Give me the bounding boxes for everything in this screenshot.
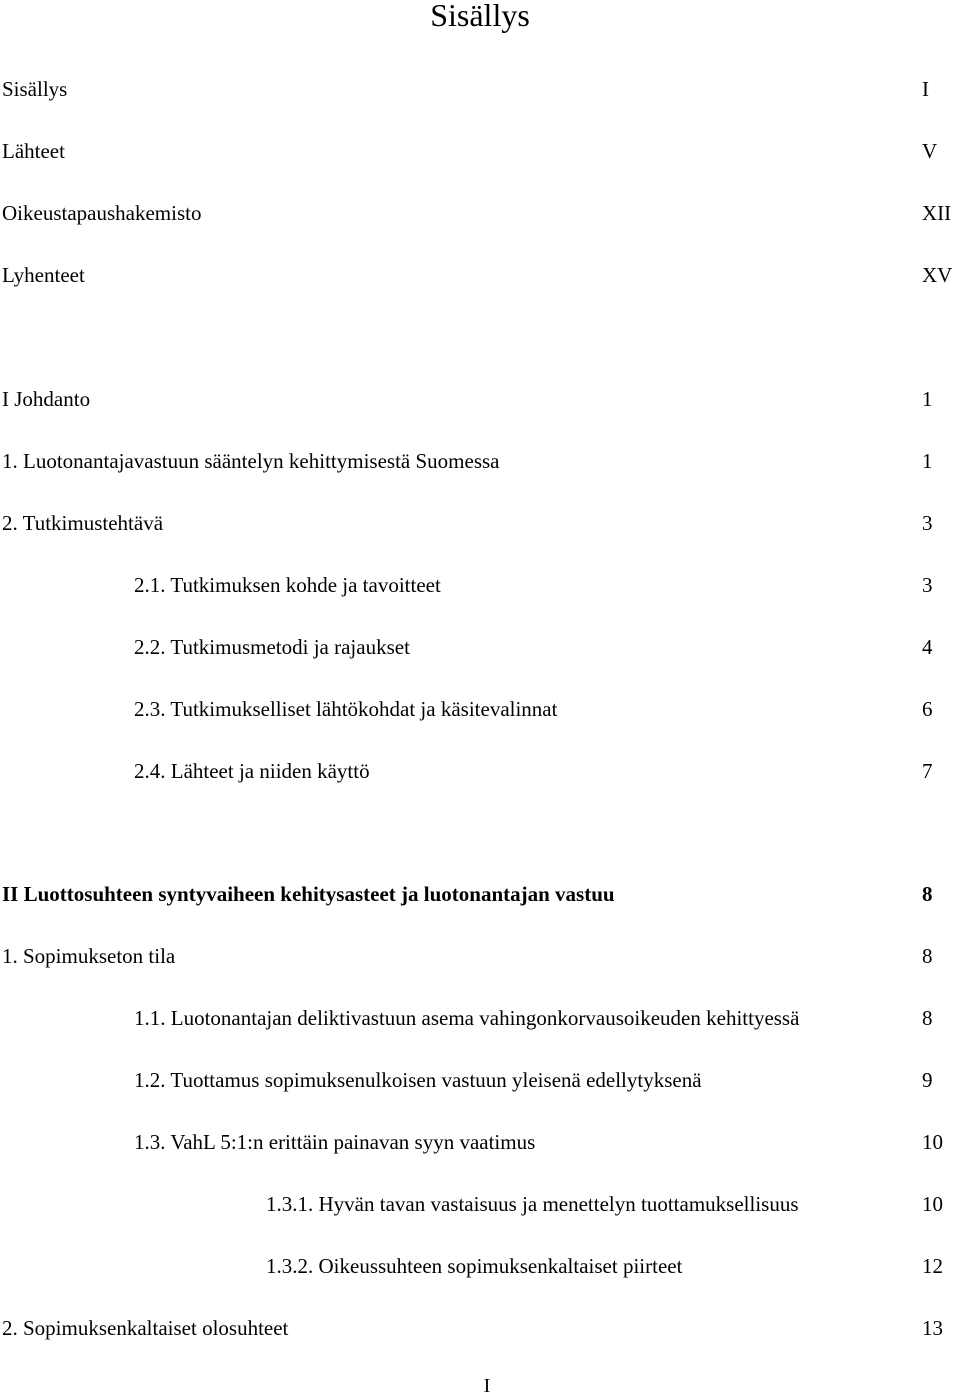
toc-entry-page: 8	[922, 1006, 933, 1030]
toc-entry-deliktivastuu	[0, 1003, 960, 1033]
toc-entry-page: XV	[922, 263, 953, 287]
toc-entry-lahtokohdat	[0, 694, 960, 724]
toc-entry-label: Lähteet	[2, 139, 65, 163]
toc-entry-label: 2.2. Tutkimusmetodi ja rajaukset	[134, 635, 410, 659]
toc-entry-label: 2. Tutkimustehtävä	[2, 511, 164, 535]
toc-entry-luottosuhteen-kehitysasteet	[0, 879, 960, 909]
toc-entry-tutkimustehtava	[0, 508, 960, 538]
toc-entry-label: 1. Luotonantajavastuun sääntelyn kehittymisestä Suomessa	[2, 449, 500, 473]
toc-entry-label: 1.3. VahL 5:1:n erittäin painavan syyn vaatimus	[134, 1130, 536, 1154]
toc-entry-page: 8	[922, 944, 933, 968]
toc-entry-page: V	[922, 139, 938, 163]
toc-entry-lahteet	[0, 136, 960, 166]
toc-entry-lahteet-kaytto	[0, 756, 960, 786]
toc-entry-sopimuksenkaltaiset-olosuhteet	[0, 1313, 960, 1343]
toc-entry-lyhenteet	[0, 260, 960, 290]
toc-entry-luotonantajavastuu	[0, 446, 960, 476]
toc-entry-oikeussuhteen-piirteet	[0, 1251, 960, 1281]
toc-entry-label: Lyhenteet	[2, 263, 85, 287]
toc-entry-page: 13	[922, 1316, 943, 1340]
toc-entry-page: 4	[922, 635, 933, 659]
toc-entry-tutkimuksen-kohde	[0, 570, 960, 600]
toc-entry-page: 6	[922, 697, 933, 721]
toc-entry-page: 12	[922, 1254, 943, 1278]
toc-entry-page: I	[922, 77, 929, 101]
toc-entry-page: 1	[922, 387, 933, 411]
toc-entry-vahl	[0, 1127, 960, 1157]
toc-entry-label: 2.3. Tutkimukselliset lähtökohdat ja käsitevalinnat	[134, 697, 558, 721]
toc-entry-page: 1	[922, 449, 933, 473]
toc-entry-label: 1.2. Tuottamus sopimuksenulkoisen vastuun yleisenä edellytyksenä	[134, 1068, 702, 1092]
toc-entry-page: 8	[922, 882, 933, 906]
toc-entry-label: 1. Sopimukseton tila	[2, 944, 176, 968]
toc-entry-label: 2.1. Tutkimuksen kohde ja tavoitteet	[134, 573, 441, 597]
toc-entry-page: 10	[922, 1130, 943, 1154]
toc-entry-label: II Luottosuhteen syntyvaiheen kehitysasteet ja luotonantajan vastuu	[2, 882, 615, 906]
toc-entry-page: 10	[922, 1192, 943, 1216]
toc-entry-label: 1.1. Luotonantajan deliktivastuun asema vahingonkorvausoikeuden kehittyessä	[134, 1006, 800, 1030]
toc-entry-page: 7	[922, 759, 933, 783]
toc-entry-sopimukseton-tila	[0, 941, 960, 971]
toc-entry-page: 3	[922, 573, 933, 597]
toc-entry-label: Oikeustapaushakemisto	[2, 201, 202, 225]
toc-entry-label: 1.3.1. Hyvän tavan vastaisuus ja menettelyn tuottamuksellisuus	[266, 1192, 799, 1216]
footer-page-number: I	[483, 1375, 491, 1397]
toc-entry-page: 9	[922, 1068, 933, 1092]
toc-entry-page: XII	[922, 201, 952, 225]
toc-entry-oikeustapaushakemisto	[0, 198, 960, 228]
toc-entry-label: 1.3.2. Oikeussuhteen sopimuksenkaltaiset piirteet	[266, 1254, 683, 1278]
toc-entry-label: 2.4. Lähteet ja niiden käyttö	[134, 759, 370, 783]
toc-entry-page: 3	[922, 511, 933, 535]
toc-entry-tutkimusmetodi	[0, 632, 960, 662]
toc-entry-label: I Johdanto	[2, 387, 91, 411]
toc-entry-label: Sisällys	[2, 77, 68, 101]
toc-entry-tuottamus	[0, 1065, 960, 1095]
toc-entry-hyvan-tavan-vastaisuus	[0, 1189, 960, 1219]
toc-entry-label: 2. Sopimuksenkaltaiset olosuhteet	[2, 1316, 289, 1340]
toc-entry-johdanto	[0, 384, 960, 414]
toc-entry-sisallys	[0, 74, 960, 104]
page-title: Sisällys	[430, 0, 530, 33]
